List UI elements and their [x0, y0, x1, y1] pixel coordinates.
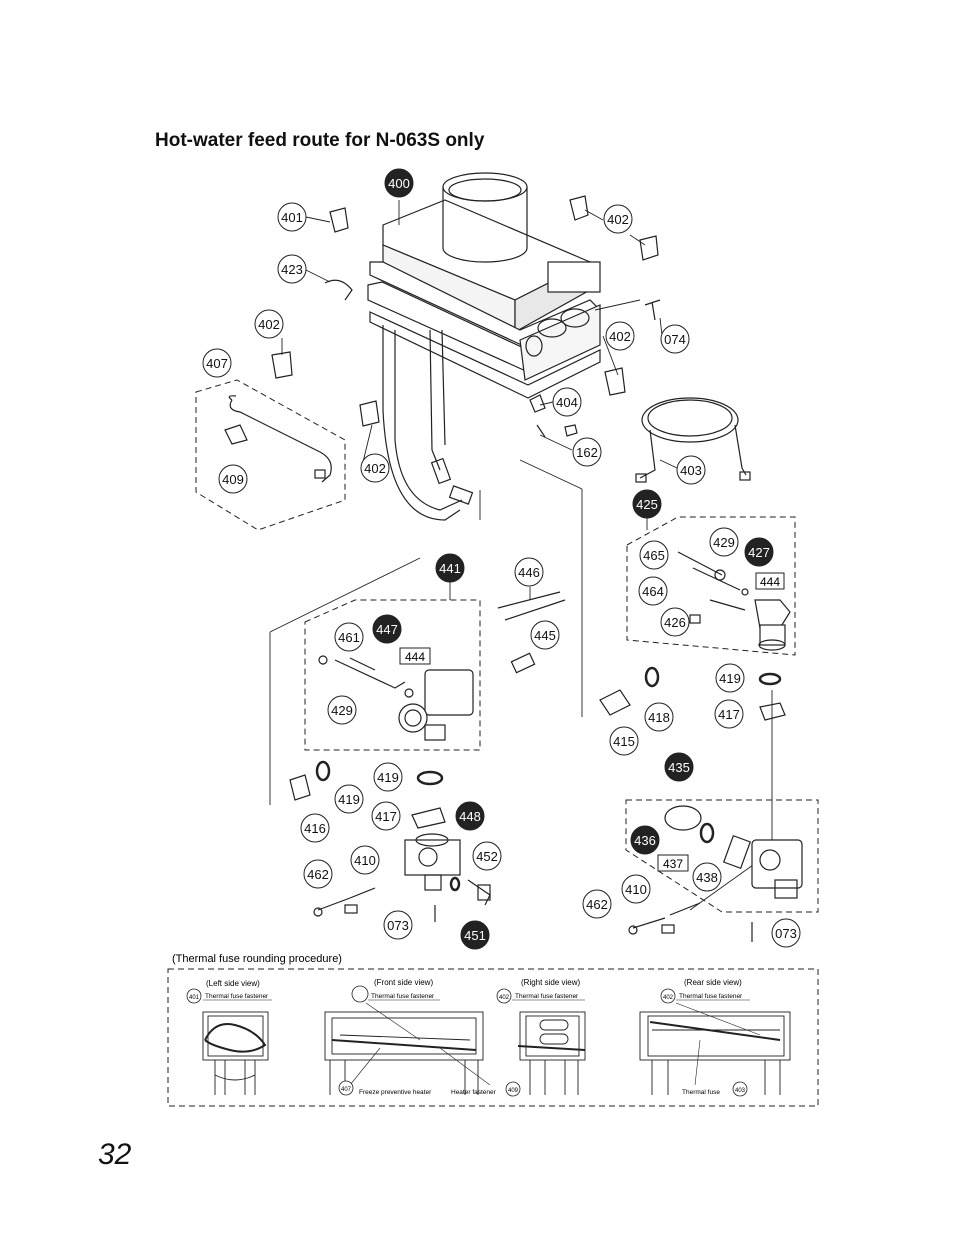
callout-451-text: 451 [464, 928, 486, 943]
callout-409-text: 409 [222, 472, 244, 487]
callout-410 [622, 875, 650, 903]
callout-436-text: 436 [634, 833, 656, 848]
callout-410-text: 410 [354, 853, 376, 868]
callout-402 [604, 205, 632, 233]
callout-073 [772, 919, 800, 947]
callout-462-text: 462 [586, 897, 608, 912]
callout-452 [473, 842, 501, 870]
callout-162 [573, 438, 601, 466]
callout-417-text: 417 [375, 809, 397, 824]
thermal-fuse-label: Thermal fuse [682, 1089, 720, 1096]
callout-407 [203, 349, 231, 377]
callout-462-text: 462 [307, 867, 329, 882]
left-view-title: (Left side view) [206, 979, 260, 988]
rear-view-fastener-label: Thermal fuse fastener [679, 993, 743, 1000]
callout-074-text: 074 [664, 332, 686, 347]
heat-exchanger-drawing [368, 173, 600, 520]
callout-404-text: 404 [556, 395, 578, 410]
callout-401 [278, 203, 306, 231]
callout-447 [373, 615, 401, 643]
right-view-fastener-label: Thermal fuse fastener [515, 993, 579, 1000]
callout-438 [693, 863, 721, 891]
thermal-fuse-procedure [168, 953, 818, 1106]
rear-view-part: 402 [662, 995, 674, 1001]
callout-462 [583, 890, 611, 918]
callout-418 [645, 703, 673, 731]
callout-402 [606, 322, 634, 350]
callout-410-text: 410 [625, 882, 647, 897]
callout-409 [219, 465, 247, 493]
callout-419 [716, 664, 744, 692]
callout-401-text: 401 [281, 210, 303, 225]
procedure-view-drawings [203, 1003, 790, 1095]
callout-425 [633, 490, 661, 518]
callout-446-text: 446 [518, 565, 540, 580]
callout-445 [531, 621, 559, 649]
boxed-label-444-text: 444 [404, 650, 426, 664]
freeze-heater-label: Freeze preventive heater [359, 1089, 432, 1096]
callout-464 [639, 577, 667, 605]
callout-402 [255, 310, 283, 338]
rear-bottom-part: 403 [734, 1088, 746, 1094]
callout-073 [384, 911, 412, 939]
dashed-group-outlines [196, 380, 818, 912]
callout-400 [385, 169, 413, 197]
callout-426 [661, 608, 689, 636]
page-number: 32 [98, 1138, 132, 1171]
callout-074 [661, 325, 689, 353]
front-bottom-part-right: 409 [507, 1088, 519, 1094]
callout-419-text: 419 [719, 671, 741, 686]
callout-461-text: 461 [338, 630, 360, 645]
callout-448 [456, 802, 484, 830]
callout-452-text: 452 [476, 849, 498, 864]
callout-416-text: 416 [304, 821, 326, 836]
callout-419-text: 419 [338, 792, 360, 807]
callout-073-text: 073 [775, 926, 797, 941]
callout-451 [461, 921, 489, 949]
callout-447-text: 447 [376, 622, 398, 637]
left-view-fastener-label: Thermal fuse fastener [205, 993, 269, 1000]
boxed-label-444-text: 444 [759, 575, 781, 589]
callout-429 [328, 696, 356, 724]
right-view-part: 402 [498, 995, 510, 1001]
callout-419-text: 419 [377, 770, 399, 785]
part-drawings [196, 173, 818, 942]
callout-400-text: 400 [388, 176, 410, 191]
front-view-title: (Front side view) [374, 978, 434, 987]
callout-404 [553, 388, 581, 416]
callout-445-text: 445 [534, 628, 556, 643]
callout-465-text: 465 [643, 548, 665, 563]
filter-valve-drawing [662, 806, 802, 898]
callout-427 [745, 538, 773, 566]
front-view-fastener-label: Thermal fuse fastener [371, 993, 435, 1000]
callout-426-text: 426 [664, 615, 686, 630]
drain-valve-drawing [405, 834, 490, 905]
callout-418-text: 418 [648, 710, 670, 725]
callout-438-text: 438 [696, 870, 718, 885]
callout-417 [372, 802, 400, 830]
callout-402-text: 402 [607, 212, 629, 227]
left-view-part: 401 [188, 995, 200, 1001]
rear-view-title: (Rear side view) [684, 978, 742, 987]
callout-417-text: 417 [718, 707, 740, 722]
callout-441-text: 441 [439, 561, 461, 576]
callout-403-text: 403 [680, 463, 702, 478]
callout-419 [374, 763, 402, 791]
front-bottom-part-left: 407 [340, 1087, 352, 1093]
callout-464-text: 464 [642, 584, 664, 599]
callout-402-text: 402 [609, 329, 631, 344]
callout-448-text: 448 [459, 809, 481, 824]
callout-407-text: 407 [206, 356, 228, 371]
bypass-valve-drawing [678, 552, 790, 650]
heater-fastener-label: Heater fastener [451, 1089, 496, 1096]
callout-417 [715, 700, 743, 728]
callout-419 [335, 785, 363, 813]
callout-423 [278, 255, 306, 283]
callout-415 [610, 727, 638, 755]
boxed-label-444 [400, 648, 430, 664]
callout-410 [351, 846, 379, 874]
boxed-label-437 [658, 855, 688, 871]
callout-435 [665, 753, 693, 781]
water-valve-drawing [319, 592, 565, 740]
callout-436 [631, 826, 659, 854]
callout-162-text: 162 [576, 445, 598, 460]
callout-429-text: 429 [713, 535, 735, 550]
callout-423-text: 423 [281, 262, 303, 277]
callout-441 [436, 554, 464, 582]
callout-402-text: 402 [364, 461, 386, 476]
callout-446 [515, 558, 543, 586]
callout-402-text: 402 [258, 317, 280, 332]
callout-429 [710, 528, 738, 556]
callout-403 [677, 456, 705, 484]
page-title: Hot-water feed route for N-063S only [155, 130, 485, 151]
callout-465 [640, 541, 668, 569]
callout-402 [361, 454, 389, 482]
callout-427-text: 427 [748, 545, 770, 560]
boxed-label-444 [756, 573, 784, 589]
screw-drawings [314, 888, 752, 942]
callout-416 [301, 814, 329, 842]
callout-073-text: 073 [387, 918, 409, 933]
callout-461 [335, 623, 363, 651]
right-view-title: (Right side view) [521, 978, 581, 987]
callout-462 [304, 860, 332, 888]
boxed-label-437-text: 437 [662, 857, 684, 871]
callout-429-text: 429 [331, 703, 353, 718]
callout-415-text: 415 [613, 734, 635, 749]
procedure-title: (Thermal fuse rounding procedure) [172, 953, 342, 965]
callout-435-text: 435 [668, 760, 690, 775]
callout-425-text: 425 [636, 497, 658, 512]
retaining-clip-drawings [290, 690, 785, 828]
